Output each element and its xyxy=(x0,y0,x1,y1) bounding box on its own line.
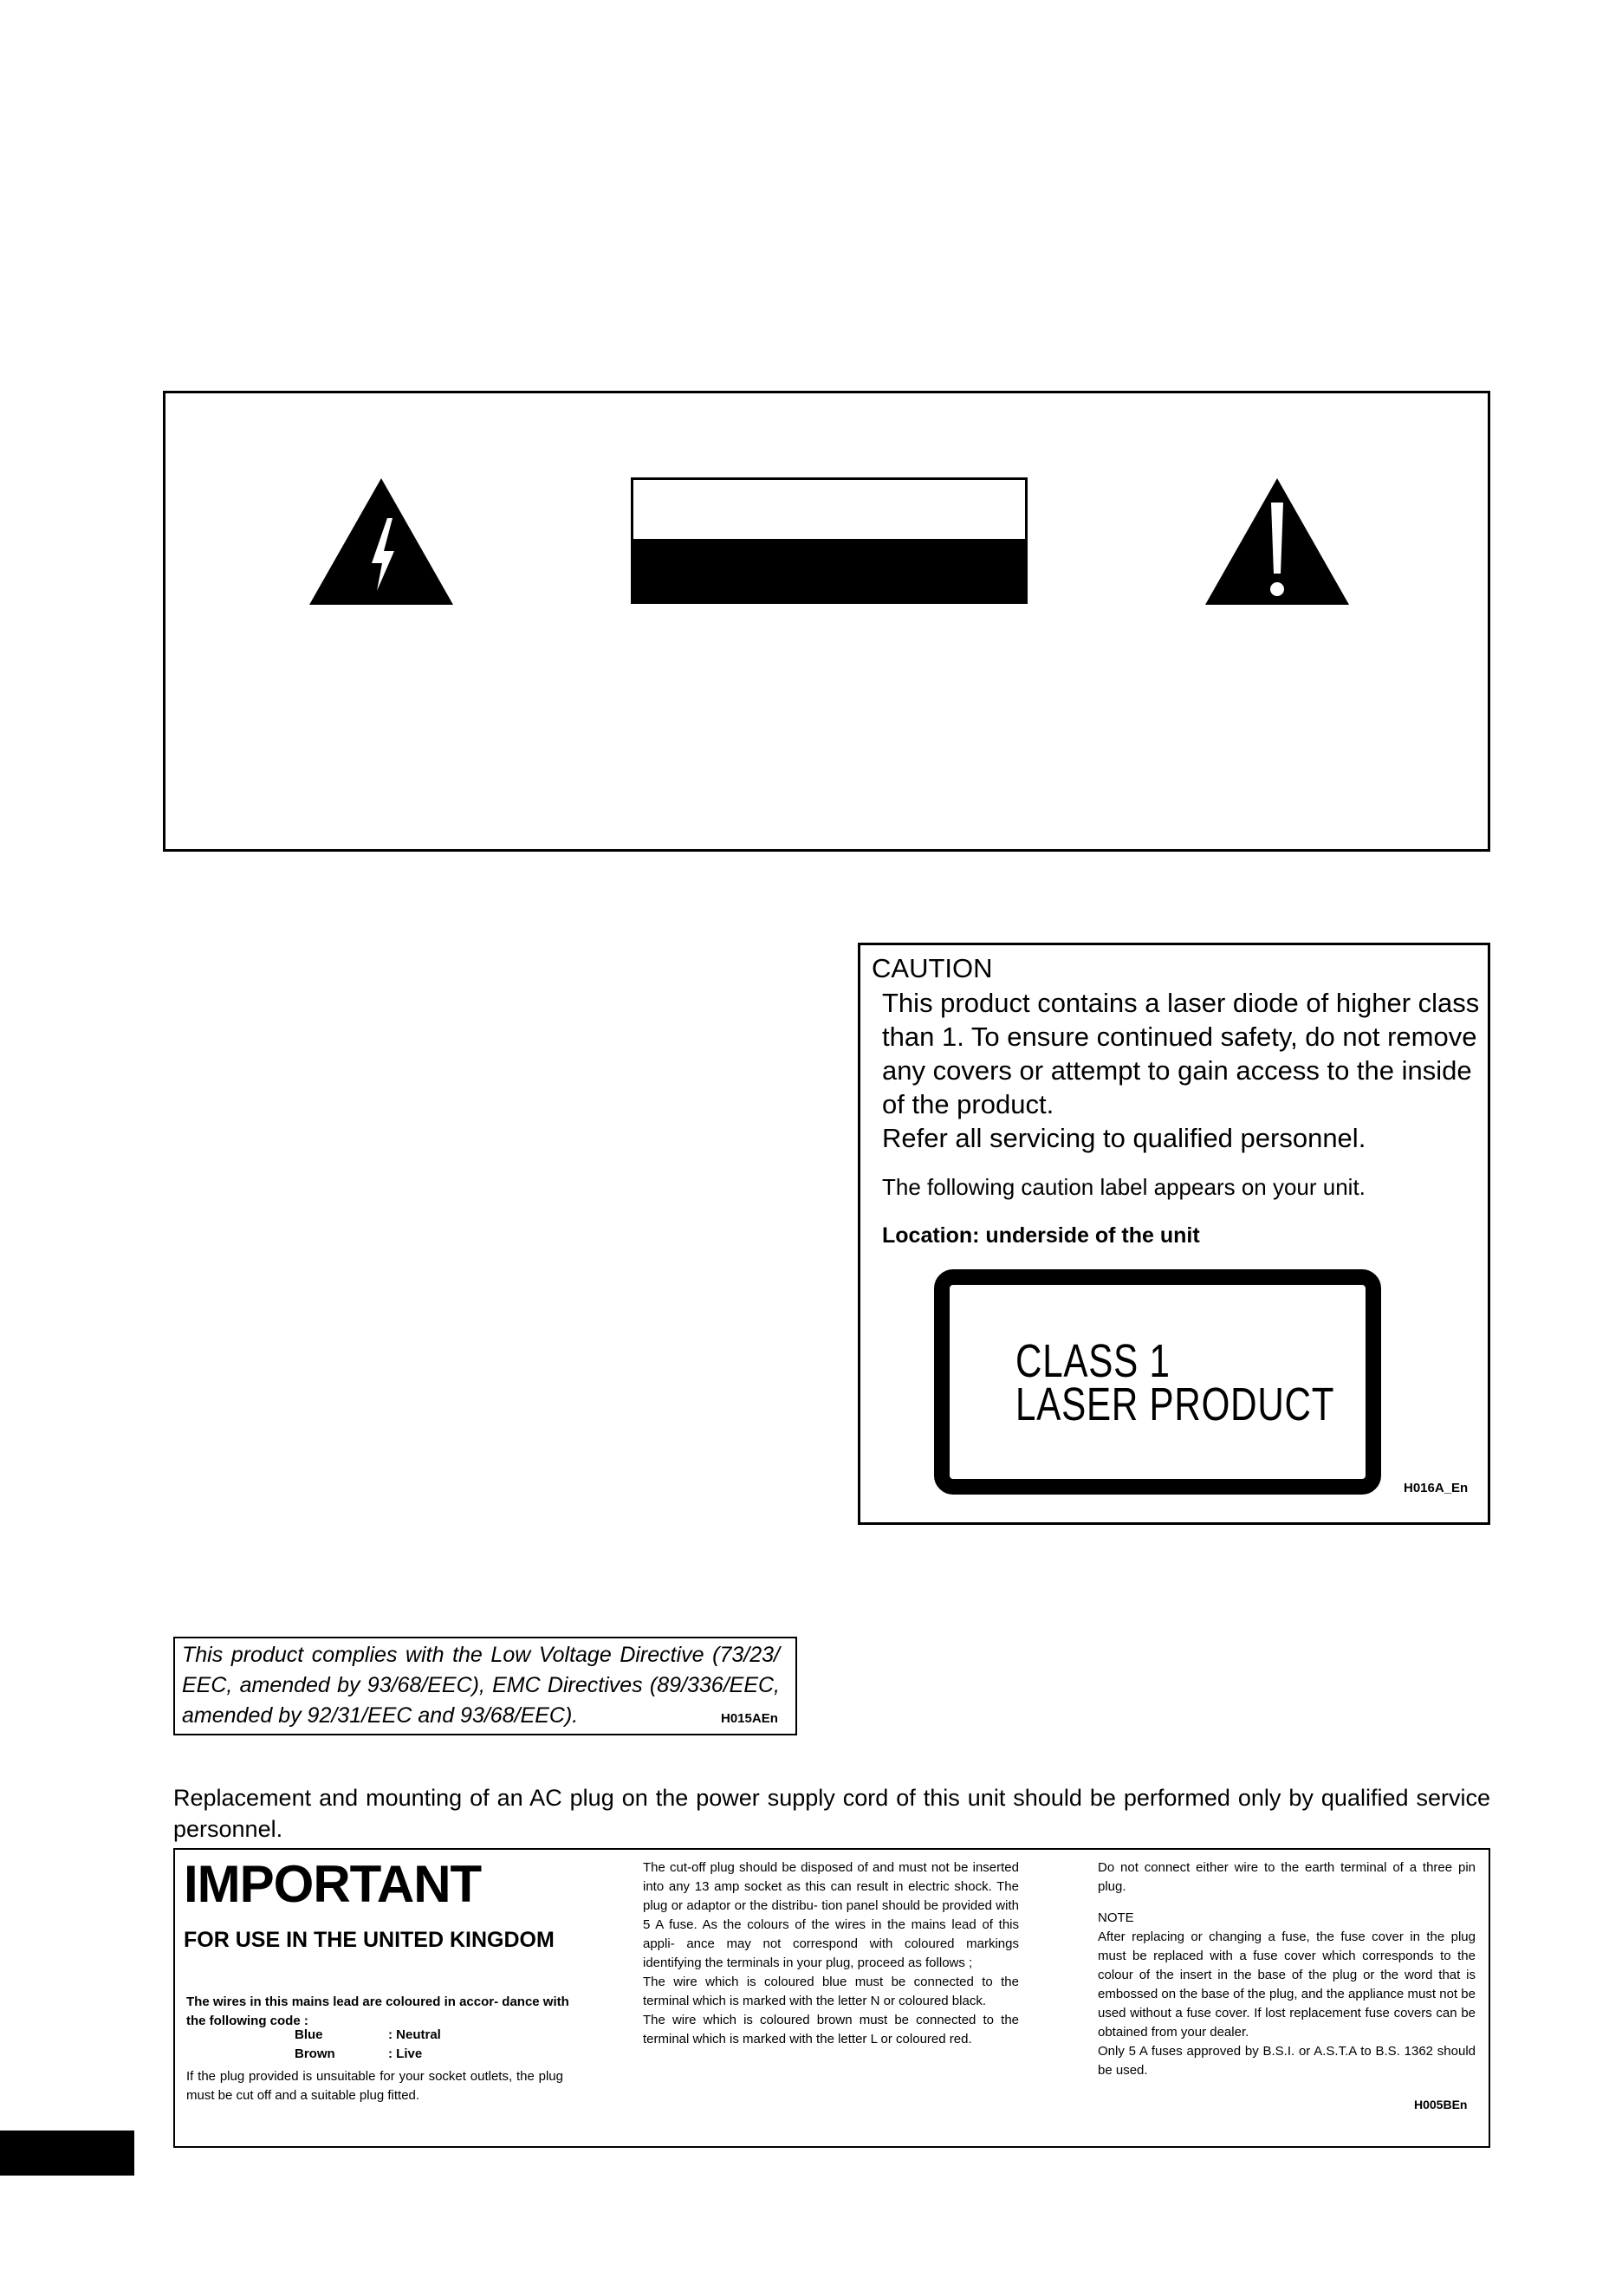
replacement-notice: Replacement and mounting of an AC plug on the power supply cord of this unit should be performed only by qualified service personnel. xyxy=(173,1785,1490,1842)
directive-text: This product complies with the Low Voltage Directive (73/23/ EEC, amended by 93/68/EEC), EMC Directives (89/336/EEC, amended by 92/31/EEC and 93/68/EEC). xyxy=(182,1643,780,1728)
important-code: H005BEn xyxy=(1414,2098,1468,2111)
uk-intro: The wires in this mains lead are coloured in accor- dance with the following code : xyxy=(186,1994,569,2028)
wire-name: Blue xyxy=(295,2027,323,2042)
important-paragraph: The cut-off plug should be disposed of and must not be inserted into any 13 amp socket as this can result in electric shock. The plug or adaptor or the distribu- tion panel should be provided with 5 A fuse. As the colours of the wires in the mains lead of this appli- ance may not correspond with coloured markings identifying the terminals in your plug, proceed as follows ; xyxy=(643,1860,1019,1970)
caution-label-graphic xyxy=(631,477,1028,604)
fuse-note: Only 5 A fuses approved by B.S.I. or A.S.T.A to B.S. 1362 should be used. xyxy=(1098,2044,1476,2078)
laser-caution-heading: CAUTION xyxy=(872,953,993,983)
laser-caution-body xyxy=(882,986,1480,1155)
important-paragraph: The wire which is coloured blue must be connected to the terminal which is marked with the letter N or coloured black. xyxy=(643,1975,1019,2008)
important-column-3 xyxy=(1098,1858,1476,2080)
wire-name: Brown xyxy=(295,2046,335,2061)
laser-caution-paragraph: Refer all servicing to qualified personnel. xyxy=(882,1123,1366,1153)
warning-box xyxy=(163,391,1490,852)
page-tab-marker xyxy=(0,2131,134,2176)
laser-caution-code: H016A_En xyxy=(1404,1481,1469,1495)
important-column-2 xyxy=(643,1858,1019,2049)
uk-plug-text: If the plug provided is unsuitable for your socket outlets, the plug must be cut off and a suitable plug fitted. xyxy=(186,2069,563,2103)
important-title: IMPORTANT xyxy=(184,1855,482,1913)
laser-caution-paragraph: This product contains a laser diode of higher class than 1. To ensure continued safety, do not remove any covers or attempt to gain access to the inside of the product. xyxy=(882,988,1480,1119)
earth-warning: Do not connect either wire to the earth terminal of a three pin plug. xyxy=(1098,1860,1476,1894)
important-paragraph: The wire which is coloured brown must be connected to the terminal which is marked with the letter L or coloured red. xyxy=(643,2013,1019,2046)
class-label-line2: LASER PRODUCT xyxy=(1015,1378,1335,1430)
label-note: The following caution label appears on your unit. xyxy=(882,1174,1366,1200)
directive-code: H015AEn xyxy=(721,1711,778,1726)
caution-label-bar xyxy=(633,539,1025,601)
label-location: Location: underside of the unit xyxy=(882,1223,1200,1248)
note-heading: NOTE xyxy=(1098,1910,1134,1925)
wire-value: : Neutral xyxy=(388,2027,441,2042)
lightning-warning-icon xyxy=(308,477,455,606)
class-label-line1: CLASS 1 xyxy=(1015,1335,1171,1387)
uk-title: FOR USE IN THE UNITED KINGDOM xyxy=(184,1928,555,1952)
note-body: After replacing or changing a fuse, the fuse cover in the plug must be replaced with a fuse cover which corresponds to the colour of the insert in the base of the plug or the word that is embossed on the base of the plug, and the appliance must not be used without a fuse cover. If lost replacement fuse covers can be obtained from your dealer. xyxy=(1098,1930,1476,2040)
wire-value: : Live xyxy=(388,2046,423,2061)
exclamation-warning-icon xyxy=(1204,477,1351,606)
